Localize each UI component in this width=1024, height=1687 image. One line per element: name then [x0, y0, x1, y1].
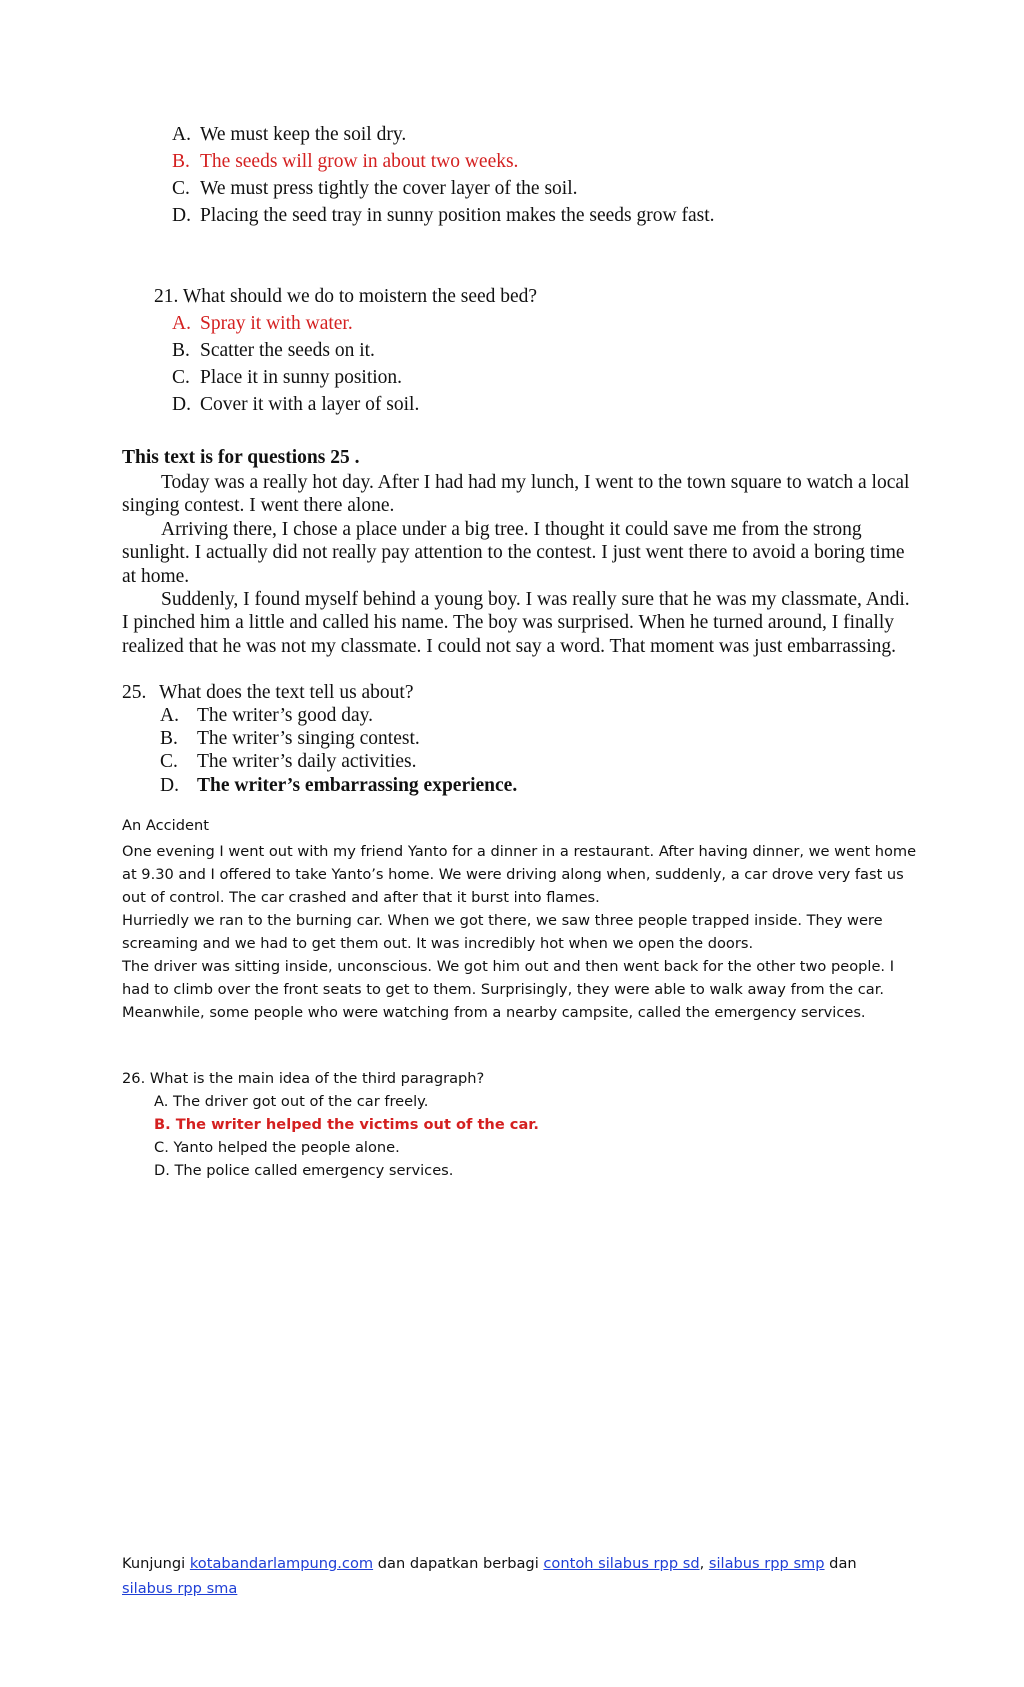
- option-c: C. The writer’s daily activities.: [160, 751, 417, 772]
- footer-line-2: [122, 1580, 237, 1597]
- accident-paragraph-3: The driver was sitting inside, unconscious. We got him out and then went back for the other two people. I had to climb over the front seats to get to them. Surprisingly, they were able to walk away from the car. Meanwhile, some people who were watching from a nearby campsite, called the emergency services.: [122, 958, 895, 1021]
- option-c: C. Place it in sunny position.: [172, 367, 403, 388]
- option-b-correct: B. The seeds will grow in about two weeks.: [172, 151, 519, 172]
- accident-paragraph-2: Hurriedly we ran to the burning car. When we got there, we saw three people trapped inside. They were screaming and we had to get them out. It was incredibly hot when we open the doors.: [122, 912, 883, 952]
- question-26-text: 26. What is the main idea of the third paragraph?: [122, 1070, 485, 1087]
- reading-heading: This text is for questions 25 .: [122, 447, 360, 468]
- option-a-correct: A. Spray it with water.: [172, 313, 353, 334]
- option-c: C. We must press tightly the cover layer of the soil.: [172, 178, 578, 199]
- option-d: D. The police called emergency services.: [154, 1162, 454, 1179]
- footer-link-silabus-smp[interactable]: silabus rpp smp: [708, 1555, 825, 1572]
- footer-link-silabus-sd[interactable]: contoh silabus rpp sd: [543, 1555, 700, 1572]
- option-d: D. Cover it with a layer of soil.: [172, 394, 420, 415]
- passage-paragraph-3: Suddenly, I found myself behind a young boy. I was really sure that he was my classmate, Andi. I pinched him a little and called his name. The boy was surprised. When he turned around, I finally realized that he was not my classmate. I could not say a word. That moment was just embarrassing.: [122, 589, 910, 657]
- footer-link-kotabandarlampung[interactable]: kotabandarlampung.com: [189, 1555, 374, 1572]
- option-b: B. Scatter the seeds on it.: [172, 340, 375, 361]
- question-25-text: 25. What does the text tell us about?: [122, 682, 414, 703]
- question-21-text: 21. What should we do to moistern the seed bed?: [154, 286, 538, 307]
- option-d-correct: D. The writer’s embarrassing experience.: [160, 775, 518, 796]
- passage-paragraph-2: Arriving there, I chose a place under a big tree. I thought it could save me from the strong sunlight. I actually did not really pay attention to the contest. I just went there to avoid a boring time at home.: [122, 518, 905, 587]
- footer-link-silabus-sma[interactable]: silabus rpp sma: [122, 1580, 238, 1597]
- option-c: C. Yanto helped the people alone.: [154, 1139, 400, 1156]
- reading-passage: [122, 471, 912, 658]
- accident-passage: [122, 840, 922, 1024]
- passage-paragraph-1: Today was a really hot day. After I had had my lunch, I went to the town square to watch a local singing contest. I went there alone.: [122, 472, 910, 517]
- option-b-correct: B. The writer helped the victims out of the car.: [154, 1116, 539, 1133]
- option-b: B. The writer’s singing contest.: [160, 728, 420, 749]
- option-d: D. Placing the seed tray in sunny position makes the seeds grow fast.: [172, 205, 715, 226]
- option-a: A. We must keep the soil dry.: [172, 124, 407, 145]
- option-a: A. The driver got out of the car freely.: [154, 1093, 429, 1110]
- accident-paragraph-1: One evening I went out with my friend Yanto for a dinner in a restaurant. After having dinner, we went home at 9.30 and I offered to take Yanto’s home. We were driving along when, suddenly, a car drove very fast us out of control. The car crashed and after that it burst into flames.: [122, 843, 917, 906]
- accident-title: An Accident: [122, 817, 209, 834]
- footer-line-1: Kunjungi kotabandarlampung.com dan dapatkan berbagi contoh silabus rpp sd, silabus rpp smp dan: [122, 1555, 857, 1572]
- option-a: A. The writer’s good day.: [160, 705, 373, 726]
